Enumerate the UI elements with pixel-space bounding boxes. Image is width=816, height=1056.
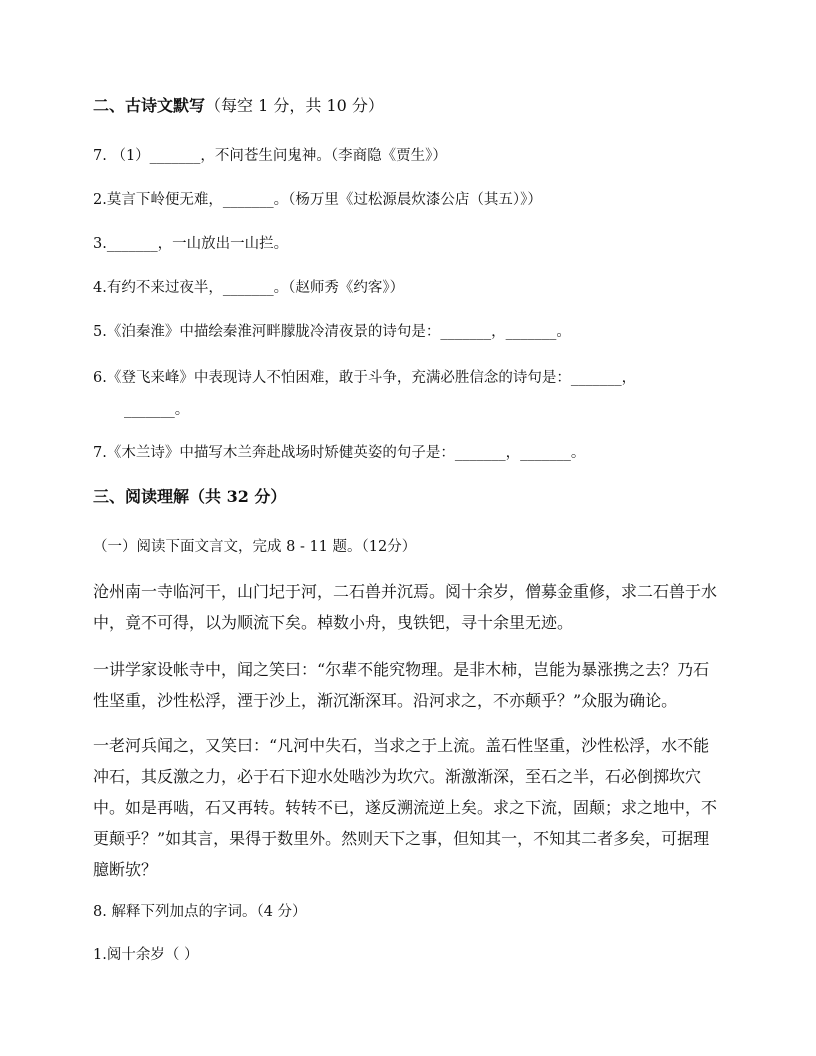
poem-item-2: 2.莫言下岭便无难，_______。（杨万里《过松源晨炊漆公店（其五）》）	[93, 192, 542, 208]
section2-title: 二、古诗文默写	[93, 96, 206, 115]
reading-subtitle: （一）阅读下面文言文，完成 8 - 11 题。（12分）	[93, 539, 417, 555]
poem-item-6: 6.《登飞来峰》中表现诗人不怕困难，敢于斗争，充满必胜信念的诗句是：_______，	[93, 370, 637, 386]
poem-item-1: 7. （1）_______，不问苍生问鬼神。（李商隐《贾生》）	[93, 148, 447, 164]
question-8: 8. 解释下列加点的字词。（4 分）	[93, 904, 307, 920]
section3-title: 三、阅读理解（共 32 分）	[93, 487, 287, 506]
passage-paragraph-3: 一老河兵闻之，又笑曰：“凡河中失石，当求之于上流。盖石性坚重，沙性松浮，水不能冲石，其反激之力，必于石下迎水处啮沙为坎穴。渐激渐深，至石之半，石必倒掷坎穴中。如是再啮，石又再转。转转不已，遂反溯流逆上矣。求之下流，固颠；求之地中，不更颠乎？”如其言，果得于数里外。然则天下之事，但知其一，不知其二者多矣，可据理臆断欤？	[93, 736, 718, 879]
poem-item-5: 5.《泊秦淮》中描绘秦淮河畔朦胧冷清夜景的诗句是：_______，_______。	[93, 324, 571, 340]
poem-item-7: 7.《木兰诗》中描写木兰奔赴战场时矫健英姿的句子是：_______，_______。	[93, 445, 586, 461]
passage-paragraph-1: 沧州南一寺临河干，山门圮于河，二石兽并沉焉。阅十余岁，僧募金重修，求二石兽于水中，竟不可得，以为顺流下矣。棹数小舟，曳铁钯，寻十余里无迹。	[93, 582, 718, 632]
passage-paragraph-2: 一讲学家设帐寺中，闻之笑曰：“尔辈不能究物理。是非木柿，岂能为暴涨携之去？乃石性坚重，沙性松浮，湮于沙上，渐沉渐深耳。沿河求之，不亦颠乎？”众服为确论。	[93, 660, 710, 710]
section2-heading	[93, 95, 384, 117]
section2-score-note: （每空 1 分，共 10 分）	[205, 96, 384, 115]
question-8-item-1: 1.阅十余岁（ ）	[93, 947, 199, 963]
poem-item-6-continued: _______。	[124, 402, 190, 418]
poem-item-3: 3._______，一山放出一山拦。	[93, 236, 289, 252]
poem-item-4: 4.有约不来过夜半，_______。（赵师秀《约客》）	[93, 280, 405, 296]
